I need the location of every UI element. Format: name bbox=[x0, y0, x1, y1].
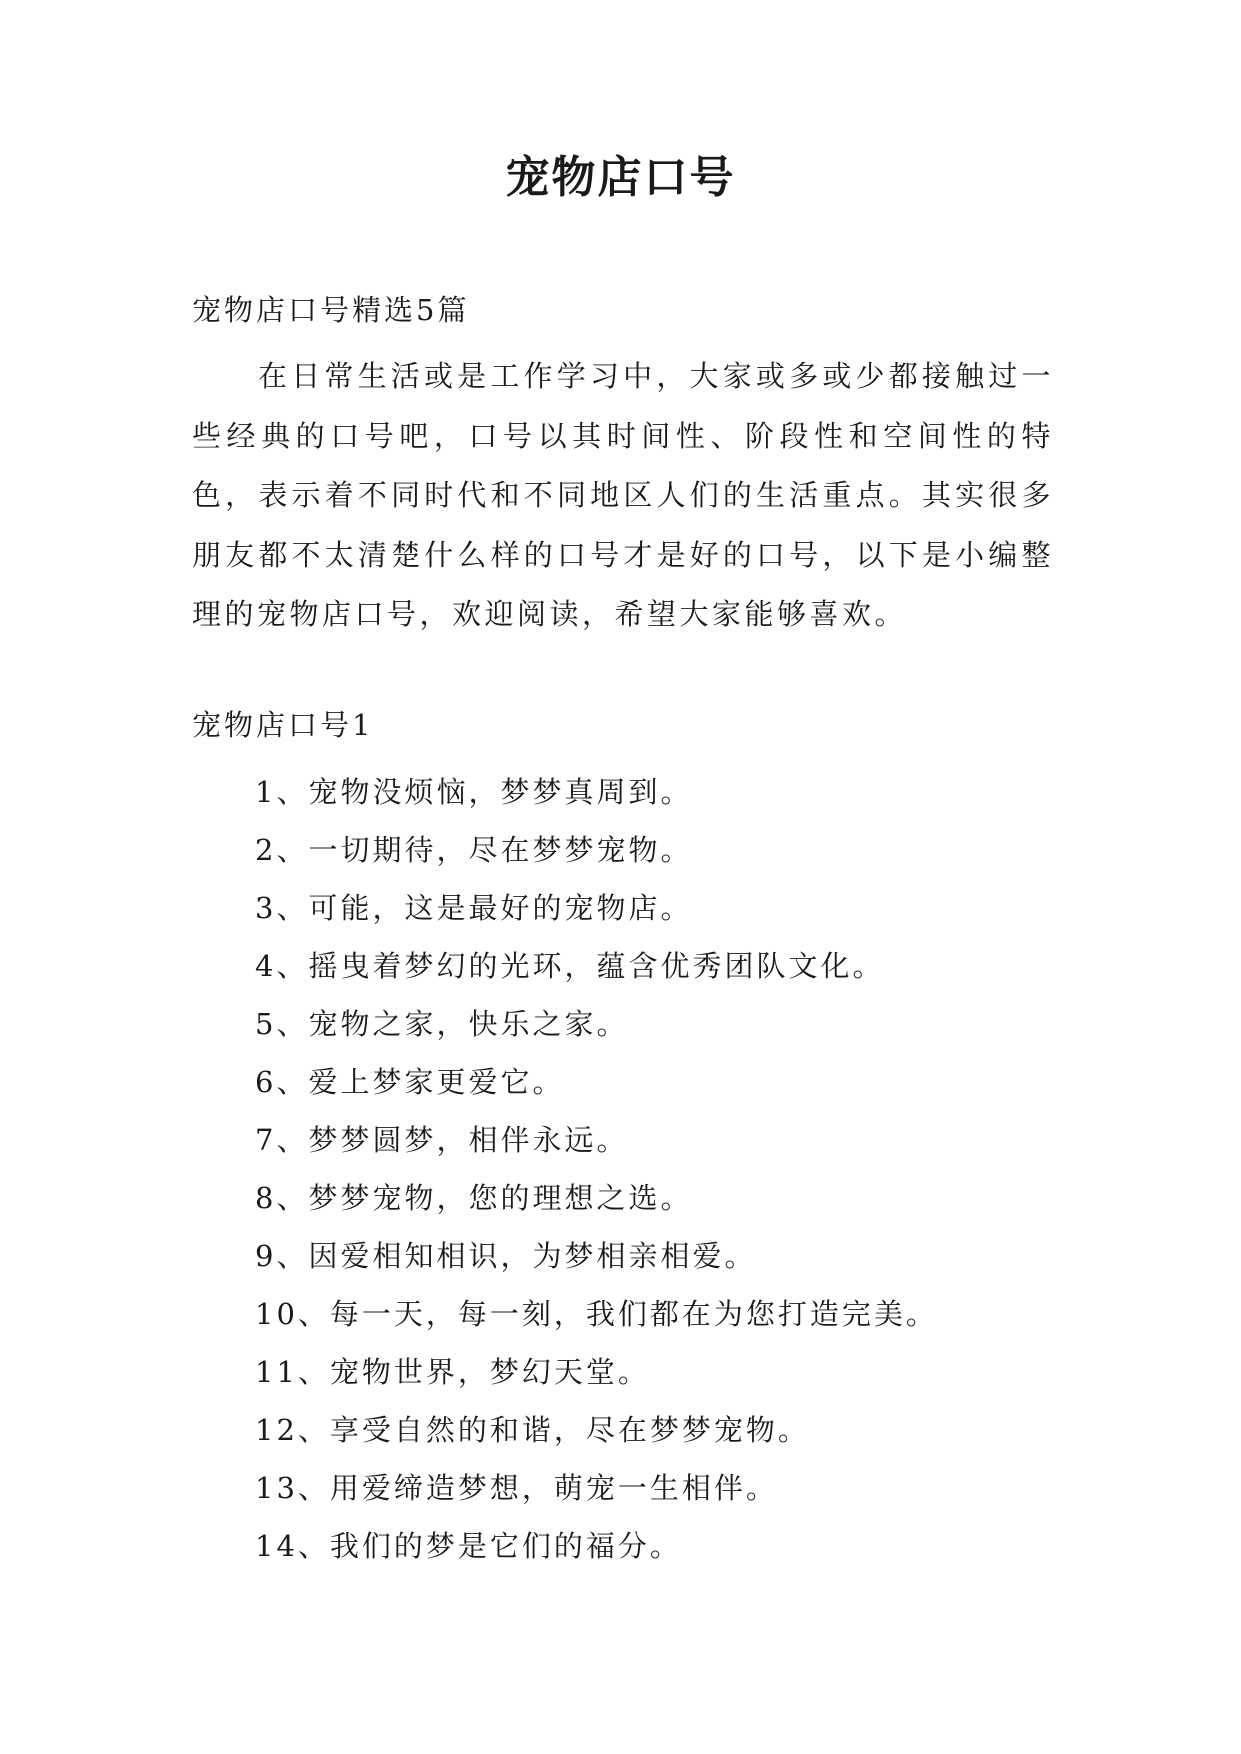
slogan-item: 12、享受自然的和谐，尽在梦梦宠物。 bbox=[255, 1413, 810, 1447]
slogan-item: 10、每一天，每一刻，我们都在为您打造完美。 bbox=[255, 1297, 938, 1331]
slogan-item: 6、爱上梦家更爱它。 bbox=[255, 1065, 565, 1099]
document-subtitle: 宠物店口号精选5篇 bbox=[192, 293, 470, 327]
slogan-item: 7、梦梦圆梦，相伴永远。 bbox=[255, 1123, 629, 1157]
slogan-item: 13、用爱缔造梦想，萌宠一生相伴。 bbox=[255, 1471, 778, 1505]
slogan-item: 11、宠物世界，梦幻天堂。 bbox=[255, 1355, 650, 1389]
slogan-item: 9、因爱相知相识，为梦相亲相爱。 bbox=[255, 1239, 757, 1273]
slogan-item: 2、一切期待，尽在梦梦宠物。 bbox=[255, 833, 693, 867]
slogan-item: 5、宠物之家，快乐之家。 bbox=[255, 1007, 629, 1041]
slogan-item: 1、宠物没烦恼，梦梦真周到。 bbox=[255, 775, 693, 809]
intro-paragraph: 在日常生活或是工作学习中，大家或多或少都接触过一些经典的口号吧，口号以其时间性、阶段性和空间性的特色，表示着不同时代和不同地区人们的生活重点。其实很多朋友都不太清楚什么样的口号才是好的口号，以下是小编整理的宠物店口号，欢迎阅读，希望大家能够喜欢。 bbox=[192, 359, 1054, 631]
slogan-list bbox=[255, 763, 938, 1575]
slogan-item: 8、梦梦宠物，您的理想之选。 bbox=[255, 1181, 693, 1215]
slogan-item: 3、可能，这是最好的宠物店。 bbox=[255, 891, 693, 925]
page-title: 宠物店口号 bbox=[505, 152, 736, 203]
slogan-item: 14、我们的梦是它们的福分。 bbox=[255, 1529, 682, 1563]
slogan-item: 4、摇曳着梦幻的光环，蕴含优秀团队文化。 bbox=[255, 949, 885, 983]
section-heading: 宠物店口号1 bbox=[192, 708, 374, 742]
